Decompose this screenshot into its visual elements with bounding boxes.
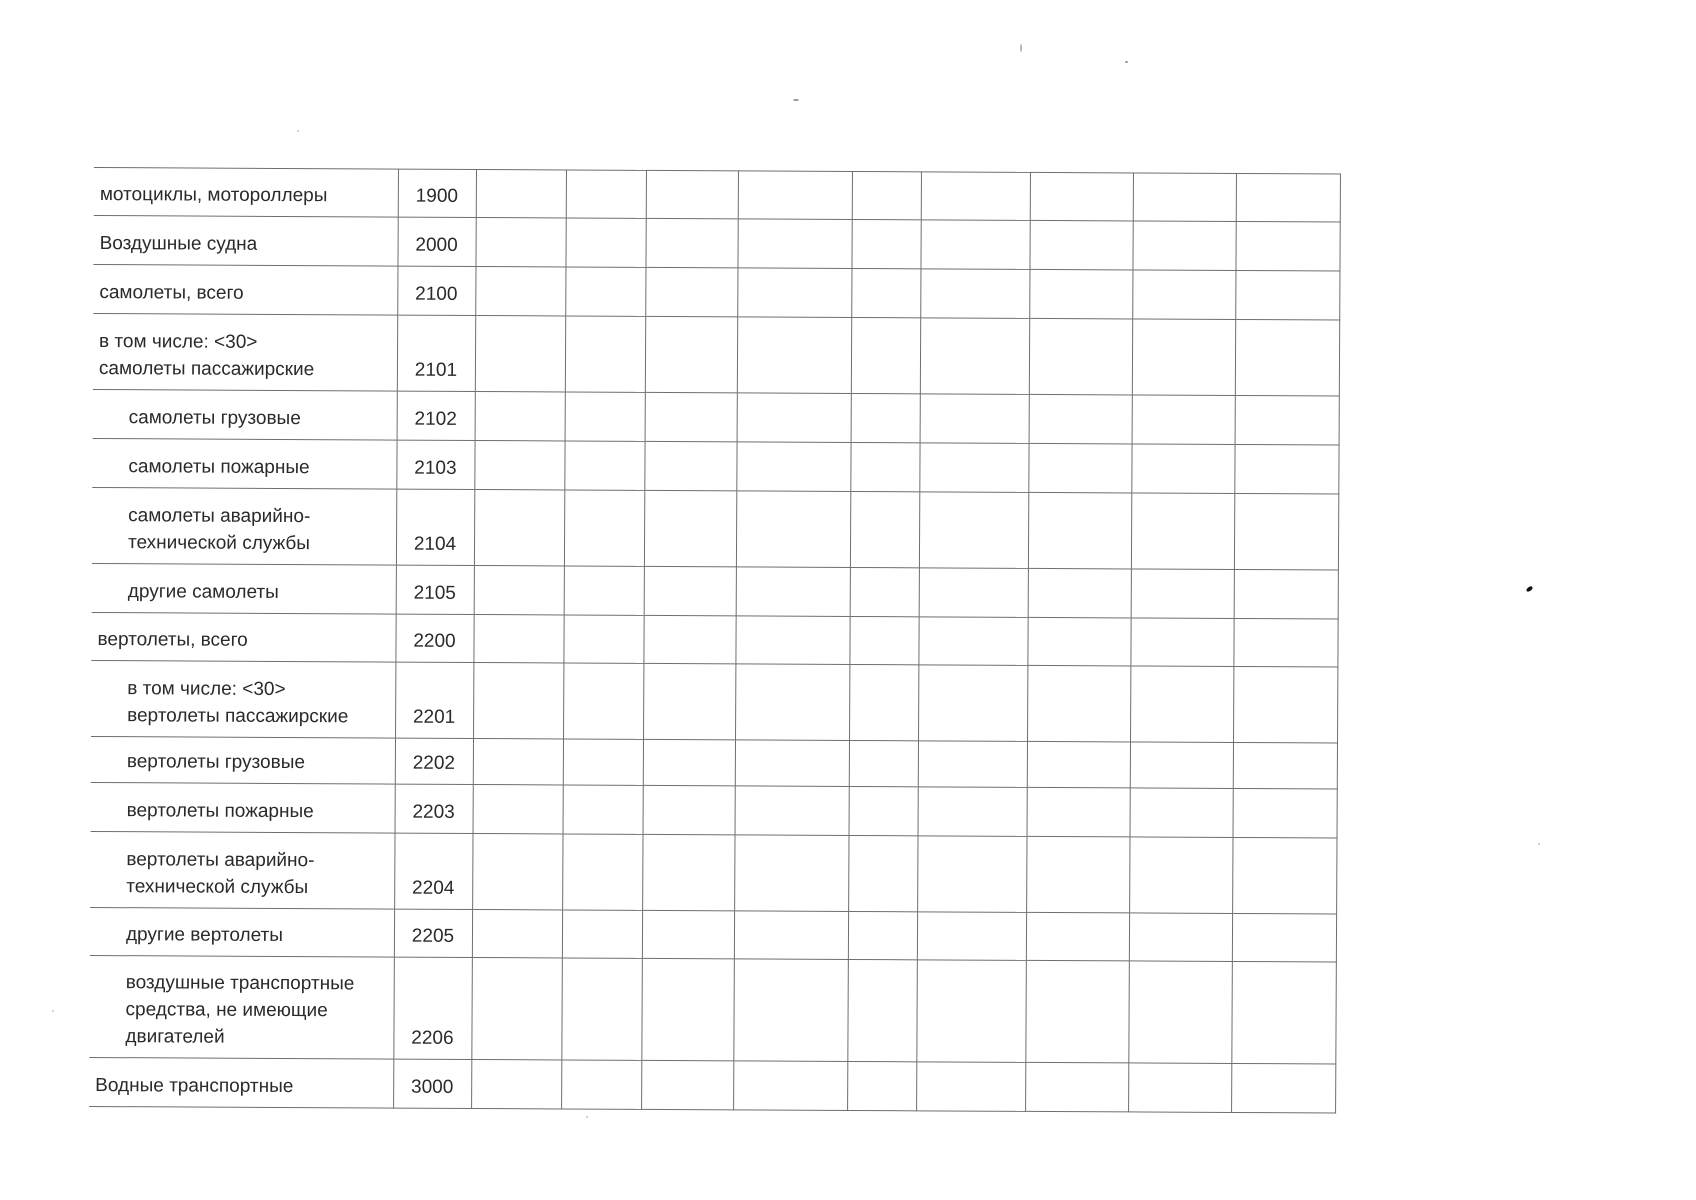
data-cell[interactable] [1231,1063,1335,1113]
row-label-cell [94,168,398,218]
data-cell[interactable] [475,217,565,266]
row-code-cell [395,738,473,784]
data-cell[interactable] [475,315,565,391]
table-row [93,264,1339,320]
data-cell[interactable] [1234,569,1338,619]
data-cell[interactable] [850,442,919,491]
data-cell[interactable] [563,785,643,834]
data-cell[interactable] [646,170,738,218]
data-cell[interactable] [737,268,851,318]
data-cell[interactable] [1231,961,1336,1064]
row-code-cell [395,784,473,833]
scan-speck [1125,61,1128,63]
data-cell[interactable] [471,1059,561,1108]
data-cell[interactable] [644,441,736,490]
data-cell[interactable] [919,492,1028,569]
row-label: самолеты аварийно- технической службы [127,505,311,555]
data-cell[interactable] [921,172,1030,221]
data-cell[interactable] [1130,618,1233,667]
row-code: 2000 [415,234,458,256]
row-code-cell [393,957,472,1059]
row-code-cell [397,391,475,440]
scan-speck [1020,44,1022,52]
data-cell[interactable] [476,170,566,218]
table-row [89,1057,1335,1113]
data-cell[interactable] [737,219,851,269]
data-cell[interactable] [918,665,1027,742]
table-row [93,389,1339,445]
data-cell[interactable] [736,491,850,568]
data-cell[interactable] [849,664,918,740]
data-cell[interactable] [851,268,920,317]
data-cell[interactable] [1235,319,1339,396]
data-cell[interactable] [1131,569,1234,619]
data-cell[interactable] [851,393,920,442]
data-cell[interactable] [1130,788,1233,838]
row-label: Водные транспортные [95,1075,294,1098]
row-label-cell [90,907,394,957]
table-row [92,563,1338,619]
row-label-cell [89,955,394,1059]
table-row [94,168,1340,223]
row-label: в том числе: <30> самолеты пассажирские [98,331,315,381]
data-cell[interactable] [850,491,919,567]
data-cell[interactable] [737,393,851,443]
row-label: другие вертолеты [125,924,283,946]
data-cell[interactable] [738,171,852,220]
data-cell[interactable] [562,834,642,910]
data-cell[interactable] [475,391,565,440]
form-table [89,167,1340,1114]
data-cell[interactable] [1128,1063,1231,1113]
data-cell[interactable] [847,1061,916,1110]
data-cell[interactable] [1233,618,1337,667]
row-code: 1900 [415,185,459,207]
data-cell[interactable] [735,616,849,665]
row-code: 2105 [413,582,456,604]
data-cell[interactable] [849,740,918,786]
data-cell[interactable] [472,833,562,909]
data-cell[interactable] [733,959,848,1062]
data-cell[interactable] [564,441,644,490]
data-cell[interactable] [848,835,917,911]
row-label: самолеты пожарные [128,456,310,479]
row-code: 2201 [412,706,456,728]
data-cell[interactable] [920,318,1029,395]
scan-speck [52,1010,54,1012]
row-label-cell [93,313,397,391]
data-cell[interactable] [643,663,735,739]
data-cell[interactable] [1029,220,1132,270]
data-cell[interactable] [917,836,1026,913]
data-cell[interactable] [642,910,734,958]
data-cell[interactable] [566,170,646,218]
row-code-cell [398,169,476,217]
data-cell[interactable] [916,1062,1025,1112]
data-cell[interactable] [565,267,645,316]
data-cell[interactable] [736,567,850,617]
row-code: 2202 [412,752,456,774]
table-row [92,487,1338,570]
row-label: в том числе: <30> вертолеты пассажирские [127,678,349,728]
data-cell[interactable] [1028,443,1131,493]
data-cell[interactable] [1028,568,1131,618]
data-cell[interactable] [641,958,734,1060]
row-code: 2203 [412,801,455,823]
data-cell[interactable] [1132,270,1235,320]
data-cell[interactable] [920,394,1029,444]
scan-speck [793,99,799,101]
row-code: 2102 [414,408,457,430]
data-cell[interactable] [1129,837,1232,914]
row-code: 2206 [411,1027,454,1049]
data-cell[interactable] [918,787,1027,837]
data-cell[interactable] [643,615,735,663]
data-cell[interactable] [916,960,1026,1063]
data-cell[interactable] [1132,395,1235,445]
data-cell[interactable] [849,786,918,835]
data-cell[interactable] [563,663,643,739]
data-cell[interactable] [644,566,736,615]
data-cell[interactable] [1233,742,1337,789]
data-cell[interactable] [737,317,851,394]
row-label-cell [92,563,396,614]
row-code-cell [395,614,473,662]
row-code: 2204 [412,877,455,899]
data-cell[interactable] [734,835,848,912]
data-cell[interactable] [1027,617,1130,666]
row-code-cell [397,315,475,391]
row-label-cell [91,736,395,784]
table-row [90,831,1336,914]
row-code: 3000 [410,1076,454,1098]
data-cell[interactable] [1026,836,1129,913]
scan-speck [1525,585,1533,592]
row-code: 2205 [411,925,455,947]
data-cell[interactable] [645,218,737,267]
table-row [93,215,1339,271]
data-cell[interactable] [473,662,563,738]
data-cell[interactable] [474,565,564,614]
data-cell[interactable] [1029,394,1132,444]
data-cell[interactable] [564,566,644,615]
row-label-cell [93,264,397,315]
data-cell[interactable] [1233,666,1337,743]
row-code-cell [394,909,472,957]
data-cell[interactable] [1027,787,1130,837]
row-code-cell [397,217,475,266]
scan-speck [297,130,299,132]
data-cell[interactable] [851,317,920,393]
data-cell[interactable] [920,220,1029,270]
row-label: мотоциклы, мотороллеры [99,184,328,207]
data-cell[interactable] [852,171,921,219]
row-code-cell [396,565,474,614]
data-cell[interactable] [1129,913,1232,962]
table-row [90,907,1336,962]
data-cell[interactable] [561,958,642,1060]
data-cell[interactable] [474,440,564,489]
data-cell[interactable] [733,1061,847,1111]
data-cell[interactable] [1027,665,1130,742]
row-code: 2200 [413,630,456,652]
data-cell[interactable] [851,219,920,268]
data-cell[interactable] [847,959,917,1061]
data-cell[interactable] [919,443,1028,493]
row-code: 2100 [415,283,458,305]
data-cell[interactable] [473,784,563,833]
data-cell[interactable] [645,267,737,316]
table-row [92,438,1338,494]
data-cell[interactable] [563,739,643,785]
data-cell[interactable] [564,490,644,566]
row-label-cell [90,831,394,909]
row-label-cell [93,215,397,266]
data-cell[interactable] [1133,173,1236,222]
data-cell[interactable] [475,266,565,315]
table-row [93,313,1339,396]
table-row [91,736,1337,789]
data-cell[interactable] [1028,492,1131,569]
data-cell[interactable] [736,442,850,492]
data-cell[interactable] [734,911,848,960]
data-cell[interactable] [562,910,642,958]
data-cell[interactable] [1025,960,1129,1063]
data-cell[interactable] [561,1060,641,1109]
row-code: 2101 [414,359,458,381]
data-cell[interactable] [565,392,645,441]
data-cell[interactable] [645,316,737,392]
data-cell[interactable] [735,786,849,836]
data-cell[interactable] [735,740,849,787]
data-cell[interactable] [1132,221,1235,271]
row-label-cell [92,438,396,489]
data-cell[interactable] [1025,1062,1128,1112]
row-label: вертолеты, всего [97,629,248,651]
data-cell[interactable] [848,911,917,959]
data-cell[interactable] [920,269,1029,319]
data-cell[interactable] [1026,912,1129,961]
data-cell[interactable] [1233,788,1337,838]
data-cell[interactable] [1130,742,1233,789]
data-cell[interactable] [1232,837,1336,914]
row-code-cell [393,1059,471,1108]
data-cell[interactable] [565,316,645,392]
table-row [91,782,1337,838]
data-cell[interactable] [918,741,1027,788]
row-label-cell [89,1057,393,1108]
row-label-cell [91,782,395,833]
row-label: вертолеты пожарные [126,800,314,823]
data-cell[interactable] [1130,666,1233,743]
row-code: 2104 [413,533,457,555]
data-cell[interactable] [917,912,1026,961]
data-cell[interactable] [1131,444,1234,494]
data-cell[interactable] [473,738,563,784]
data-cell[interactable] [1236,173,1340,222]
data-cell[interactable] [643,785,735,834]
data-cell[interactable] [474,489,564,565]
row-label: другие самолеты [127,581,279,603]
data-cell[interactable] [1128,961,1232,1064]
row-label: вертолеты грузовые [126,751,306,774]
data-cell[interactable] [1234,493,1338,570]
data-cell[interactable] [1030,172,1133,221]
data-cell[interactable] [643,739,735,785]
row-code-cell [394,833,472,909]
row-label: вертолеты аварийно- технической службы [126,849,315,899]
data-cell[interactable] [471,957,562,1059]
data-cell[interactable] [1232,913,1336,962]
data-cell[interactable] [850,567,919,616]
row-code-cell [396,489,474,565]
data-cell[interactable] [735,664,849,741]
scan-speck [1538,843,1540,845]
data-cell[interactable] [472,909,562,957]
data-cell[interactable] [563,615,643,663]
row-code: 2103 [414,457,457,479]
data-cell[interactable] [1029,269,1132,319]
row-label: воздушные транспортные средства, не имеющие двигателей [125,972,355,1048]
data-cell[interactable] [918,617,1027,666]
data-cell[interactable] [644,490,736,566]
data-cell[interactable] [1131,493,1234,570]
data-cell[interactable] [1029,318,1132,395]
row-label-cell [91,660,395,738]
table-row [91,660,1337,743]
row-label: Воздушные судна [99,233,258,255]
data-cell[interactable] [849,616,918,664]
data-cell[interactable] [565,218,645,267]
table-row [89,955,1336,1064]
row-label: самолеты, всего [99,282,244,304]
data-cell[interactable] [642,834,734,910]
data-cell[interactable] [645,392,737,441]
row-code-cell [397,266,475,315]
table-row [91,612,1337,667]
row-label-cell [92,487,396,565]
row-code-cell [395,662,473,738]
data-cell[interactable] [641,1060,733,1109]
data-cell[interactable] [1235,395,1339,445]
scan-speck [586,1116,588,1118]
data-cell[interactable] [1027,741,1130,788]
data-cell[interactable] [919,568,1028,618]
row-label: самолеты грузовые [128,407,301,430]
row-code-cell [396,440,474,489]
data-cell[interactable] [1235,221,1339,271]
data-cell[interactable] [1234,444,1338,494]
data-cell[interactable] [473,614,563,662]
row-label-cell [93,389,397,440]
data-cell[interactable] [1235,270,1339,320]
data-cell[interactable] [1132,319,1235,396]
row-label-cell [91,612,395,662]
